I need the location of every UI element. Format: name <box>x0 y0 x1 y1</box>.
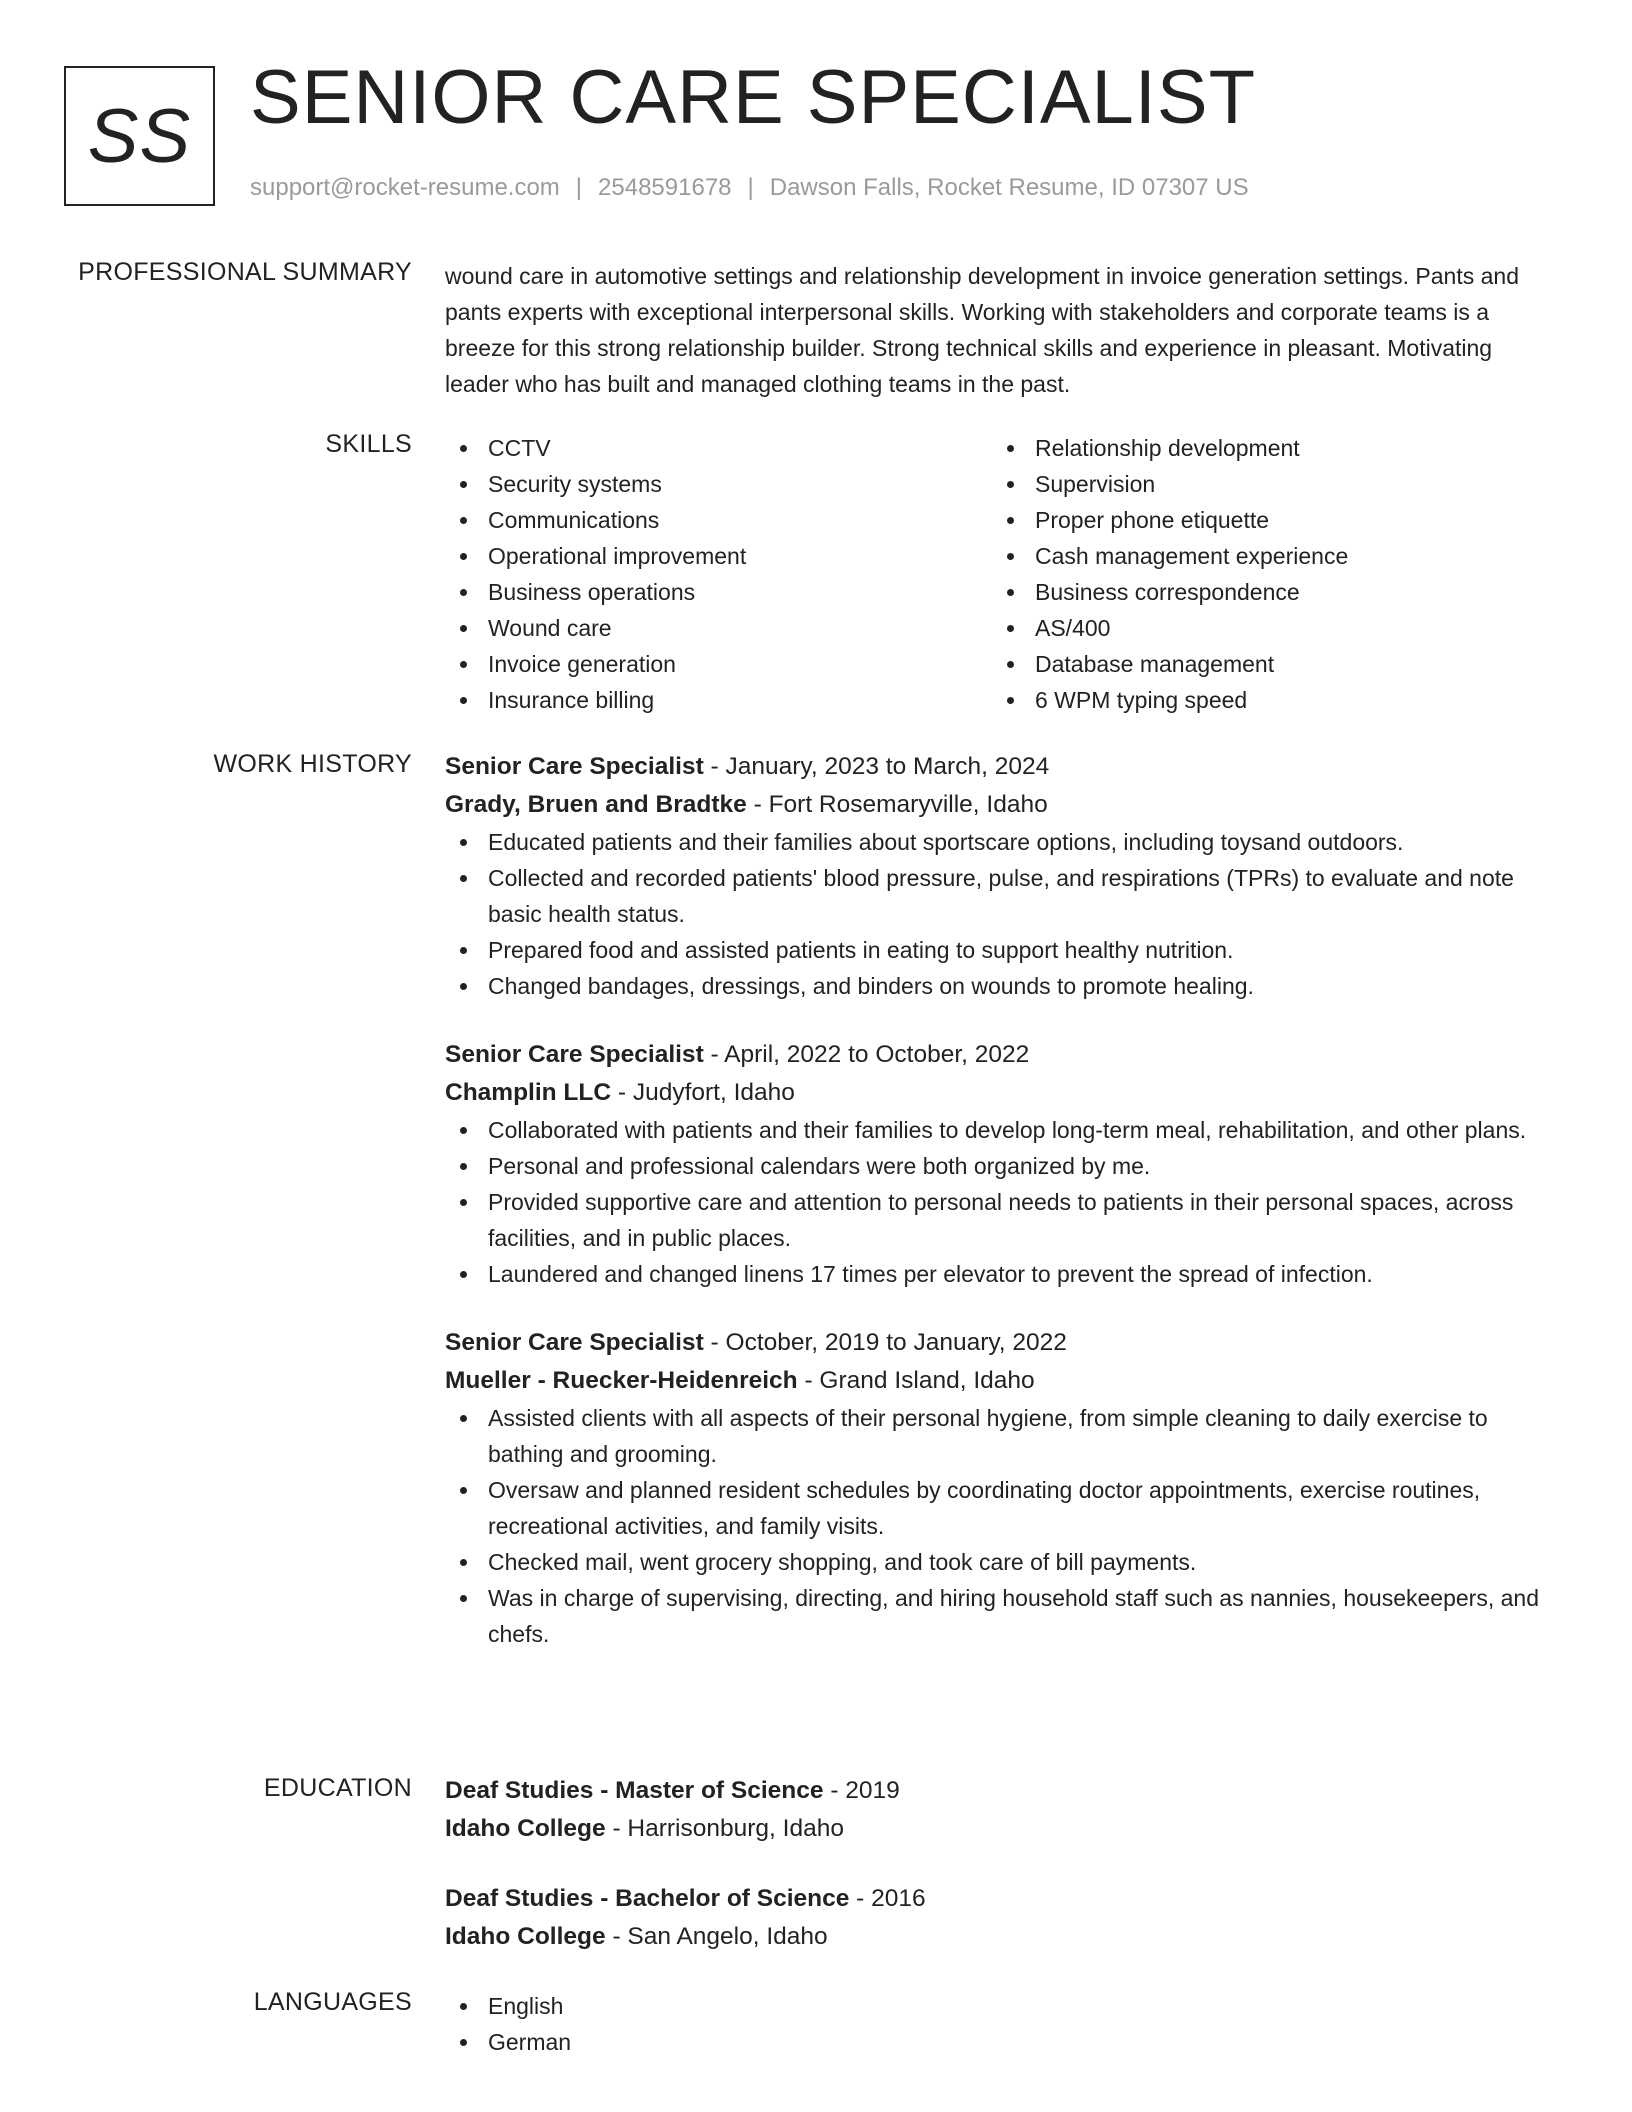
skills-columns <box>445 430 1555 718</box>
skill-item: Proper phone etiquette <box>992 502 1539 538</box>
skill-item: Relationship development <box>992 430 1539 466</box>
job-company: Champlin LLC <box>445 1079 612 1106</box>
job-bullet: Collected and recorded patients' blood pressure, pulse, and respirations (TPRs) to evaluate and note basic health status. <box>445 860 1555 932</box>
contact-address: Dawson Falls, Rocket Resume, ID 07307 US <box>769 174 1249 201</box>
skill-item: Operational improvement <box>445 538 992 574</box>
skills-list-right <box>992 430 1539 718</box>
education-entry <box>445 1772 1555 1848</box>
contact-phone: 2548591678 <box>598 174 732 201</box>
job-dates: - April, 2022 to October, 2022 <box>703 1041 1030 1068</box>
job-bullet: Personal and professional calendars were both organized by me. <box>445 1148 1555 1184</box>
education-location: - Harrisonburg, Idaho <box>605 1815 844 1842</box>
job-location: - Judyfort, Idaho <box>611 1079 795 1106</box>
job-title: Senior Care Specialist <box>445 753 704 780</box>
skill-item: CCTV <box>445 430 992 466</box>
job-bullet: Educated patients and their families about sportscare options, including toysand outdoors. <box>445 824 1555 860</box>
skill-item: 6 WPM typing speed <box>992 682 1539 718</box>
skills-list-left <box>445 430 992 718</box>
education-degree-line <box>445 1772 1555 1810</box>
job-bullet: Collaborated with patients and their families to develop long-term meal, rehabilitation, and other plans. <box>445 1112 1555 1148</box>
job-entry <box>445 1324 1555 1652</box>
skill-item: AS/400 <box>992 610 1539 646</box>
job-title: Senior Care Specialist <box>445 1329 704 1356</box>
page-title: SENIOR CARE SPECIALIST <box>250 55 1257 140</box>
work-history-body <box>445 748 1555 1652</box>
job-bullet: Checked mail, went grocery shopping, and took care of bill payments. <box>445 1544 1555 1580</box>
languages-list <box>445 1988 1555 2060</box>
languages-body <box>445 1988 1555 2060</box>
education-location: - San Angelo, Idaho <box>605 1923 828 1950</box>
education-year: - 2019 <box>823 1777 900 1804</box>
job-entry <box>445 1036 1555 1292</box>
education-degree: Deaf Studies - Master of Science <box>445 1777 824 1804</box>
contact-email: support@rocket-resume.com <box>250 174 560 201</box>
job-title: Senior Care Specialist <box>445 1041 704 1068</box>
skill-item: Communications <box>445 502 992 538</box>
job-dates: - January, 2023 to March, 2024 <box>703 753 1050 780</box>
contact-separator: | <box>747 174 754 201</box>
job-company: Grady, Bruen and Bradtke <box>445 791 747 818</box>
job-company: Mueller - Ruecker-Heidenreich <box>445 1367 798 1394</box>
education-degree: Deaf Studies - Bachelor of Science <box>445 1885 850 1912</box>
job-title-line <box>445 1324 1555 1362</box>
education-body <box>445 1772 1555 1956</box>
skills-body <box>445 430 1555 718</box>
education-entry <box>445 1880 1555 1956</box>
education-school-line <box>445 1918 1555 1956</box>
job-bullet: Laundered and changed linens 17 times per elevator to prevent the spread of infection. <box>445 1256 1555 1292</box>
job-bullet: Provided supportive care and attention to personal needs to patients in their personal spaces, across facilities, and in public places. <box>445 1184 1555 1256</box>
job-bullet-list <box>445 824 1555 1004</box>
skill-item: Database management <box>992 646 1539 682</box>
section-label-languages: LANGUAGES <box>253 1988 412 2016</box>
education-year: - 2016 <box>849 1885 926 1912</box>
section-label-education: EDUCATION <box>263 1774 412 1802</box>
job-entry <box>445 748 1555 1004</box>
contact-separator: | <box>575 174 583 201</box>
skill-item: Wound care <box>445 610 992 646</box>
skill-item: Security systems <box>445 466 992 502</box>
job-bullet: Assisted clients with all aspects of their personal hygiene, from simple cleaning to daily exercise to bathing and grooming. <box>445 1400 1555 1472</box>
job-dates: - October, 2019 to January, 2022 <box>703 1329 1067 1356</box>
skill-item: Supervision <box>992 466 1539 502</box>
section-label-skills: SKILLS <box>325 430 412 458</box>
job-bullet: Prepared food and assisted patients in eating to support healthy nutrition. <box>445 932 1555 968</box>
job-bullet: Changed bandages, dressings, and binders on wounds to promote healing. <box>445 968 1555 1004</box>
job-title-line <box>445 1036 1555 1074</box>
skill-item: Insurance billing <box>445 682 992 718</box>
skill-item: Cash management experience <box>992 538 1539 574</box>
skill-item: Invoice generation <box>445 646 992 682</box>
skill-item: Business operations <box>445 574 992 610</box>
education-school: Idaho College <box>445 1815 606 1842</box>
job-company-line <box>445 1074 1555 1112</box>
section-label-work-history: WORK HISTORY <box>213 750 412 778</box>
language-item: English <box>445 1988 1555 2024</box>
job-bullet-list <box>445 1400 1555 1652</box>
job-title-line <box>445 748 1555 786</box>
contact-line <box>250 174 1249 202</box>
job-bullet: Oversaw and planned resident schedules by coordinating doctor appointments, exercise routines, recreational activities, and family visits. <box>445 1472 1555 1544</box>
skill-item: Business correspondence <box>992 574 1539 610</box>
summary-text: wound care in automotive settings and relationship development in invoice generation settings. Pants and pants experts with exceptional interpersonal skills. Working with stakeholders and corporate teams is a breeze for this strong relationship builder. Strong technical skills and experience in pleasant. Motivating leader who has built and managed clothing teams in the past. <box>445 263 1520 397</box>
education-school: Idaho College <box>445 1923 606 1950</box>
job-company-line <box>445 1362 1555 1400</box>
job-company-line <box>445 786 1555 824</box>
job-bullet: Was in charge of supervising, directing, and hiring household staff such as nannies, housekeepers, and chefs. <box>445 1580 1555 1652</box>
job-location: - Fort Rosemaryville, Idaho <box>746 791 1048 818</box>
education-degree-line <box>445 1880 1555 1918</box>
section-label-summary: PROFESSIONAL SUMMARY <box>78 258 412 286</box>
job-bullet-list <box>445 1112 1555 1292</box>
education-school-line <box>445 1810 1555 1848</box>
language-item: German <box>445 2024 1555 2060</box>
job-location: - Grand Island, Idaho <box>797 1367 1035 1394</box>
monogram: SS <box>64 66 215 206</box>
